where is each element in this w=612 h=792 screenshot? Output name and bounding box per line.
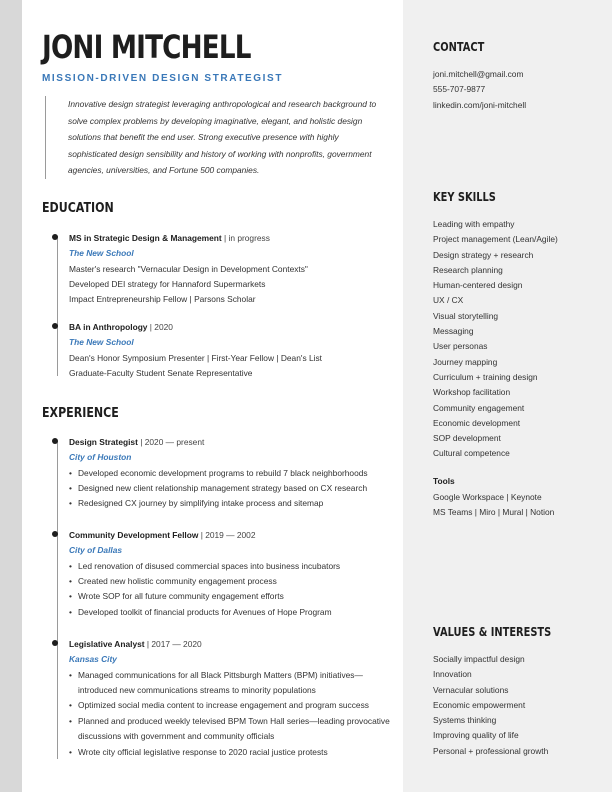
education-entry bbox=[69, 231, 399, 308]
experience-entry bbox=[69, 528, 399, 620]
skill-item: UX / CX bbox=[433, 295, 464, 306]
entry-title-line bbox=[69, 320, 399, 335]
contact-list bbox=[433, 67, 603, 113]
degree-title: BA in Anthropology bbox=[69, 322, 148, 332]
timeline-dot bbox=[52, 323, 58, 329]
values-section bbox=[433, 625, 603, 759]
bullet-item: • Wrote city official legislative response to 2020 racial justice protests bbox=[69, 745, 399, 760]
timeline-dot bbox=[52, 438, 58, 444]
bullet-item: • Developed toolkit of financial products for Avenues of Hope Program bbox=[69, 605, 399, 620]
tools-item: Google Workspace | Keynote bbox=[433, 491, 542, 502]
tools-item: MS Teams | Miro | Mural | Notion bbox=[433, 507, 555, 518]
skill-item: Workshop facilitation bbox=[433, 387, 511, 398]
skill-item: Messaging bbox=[433, 326, 474, 337]
detail-line: Graduate-Faculty Student Senate Representative bbox=[69, 367, 253, 378]
tools-heading: Tools bbox=[433, 475, 455, 486]
bullet-item: • Wrote SOP for all future community engagement efforts bbox=[69, 589, 399, 604]
experience-timeline bbox=[57, 441, 58, 759]
job-title: Design Strategist bbox=[69, 437, 138, 447]
skill-item: Curriculum + training design bbox=[433, 371, 538, 382]
skill-item: Project management (Lean/Agile) bbox=[433, 234, 558, 245]
degree-meta: | 2020 bbox=[147, 322, 173, 332]
entry-title-line bbox=[69, 231, 399, 246]
skill-item: Design strategy + research bbox=[433, 249, 534, 260]
skill-item: Community engagement bbox=[433, 402, 525, 413]
value-item: Economic empowerment bbox=[433, 699, 526, 710]
value-item: Improving quality of life bbox=[433, 730, 519, 741]
values-list bbox=[433, 652, 603, 759]
timeline-dot bbox=[52, 234, 58, 240]
degree-title: MS in Strategic Design & Management bbox=[69, 233, 222, 243]
degree-meta: | in progress bbox=[221, 233, 270, 243]
values-heading: VALUES & INTERESTS bbox=[433, 625, 552, 639]
entry-title-line bbox=[69, 435, 399, 450]
experience-entry bbox=[69, 637, 399, 760]
main-column bbox=[22, 0, 403, 792]
contact-email[interactable]: joni.mitchell@gmail.com bbox=[433, 69, 524, 79]
education-timeline bbox=[57, 236, 58, 376]
contact-phone[interactable]: 555-707-9877 bbox=[433, 84, 486, 95]
timeline-dot bbox=[52, 640, 58, 646]
job-dates: | 2017 — 2020 bbox=[144, 639, 202, 649]
detail-line: Developed DEI strategy for Hannaford Supermarkets bbox=[69, 278, 266, 289]
bullet-item: • Designed new client relationship management strategy based on CX research bbox=[69, 481, 399, 496]
job-dates: | 2020 — present bbox=[137, 437, 205, 447]
entry-title-line bbox=[69, 528, 399, 543]
skill-item: Journey mapping bbox=[433, 356, 498, 367]
employer-name: City of Houston bbox=[69, 452, 132, 462]
value-item: Personal + professional growth bbox=[433, 745, 549, 756]
school-name: The New School bbox=[69, 337, 134, 347]
value-item: Vernacular solutions bbox=[433, 684, 509, 695]
summary-paragraph: Innovative design strategist leveraging anthropological and research background to solve complex problems by developing imaginative, elegant, and holistic design solutions that benefit the end user. Strong executive presence with highly sophisticated design sensibility and history of working with nonprofits, government agencies, universities, and Fortune 500 companies. bbox=[45, 96, 385, 179]
education-heading: EDUCATION bbox=[42, 201, 114, 216]
value-item: Socially impactful design bbox=[433, 654, 525, 664]
bullet-item: • Led renovation of disused commercial spaces into business incubators bbox=[69, 559, 399, 574]
resume-name: JONI MITCHELL bbox=[42, 28, 251, 66]
job-dates: | 2019 — 2002 bbox=[198, 530, 256, 540]
resume-subtitle: MISSION-DRIVEN DESIGN STRATEGIST bbox=[42, 73, 284, 84]
skills-heading: KEY SKILLS bbox=[433, 190, 496, 204]
bullet-item: • Managed communications for all Black Pittsburgh Matters (BPM) initiatives— introduced new communications streams to minority populations bbox=[69, 668, 399, 699]
bullet-item: • Created new holistic community engagement process bbox=[69, 574, 399, 589]
value-item: Systems thinking bbox=[433, 715, 497, 726]
contact-heading: CONTACT bbox=[433, 40, 485, 54]
detail-line: Dean's Honor Symposium Presenter | First-Year Fellow | Dean's List bbox=[69, 352, 322, 363]
detail-line: Master's research "Vernacular Design in Development Contexts" bbox=[69, 263, 308, 274]
tools-list bbox=[433, 490, 603, 521]
experience-heading: EXPERIENCE bbox=[42, 406, 119, 421]
timeline-dot bbox=[52, 531, 58, 537]
skill-item: User personas bbox=[433, 341, 488, 352]
left-accent-bar bbox=[0, 0, 22, 792]
skill-item: Economic development bbox=[433, 417, 521, 428]
skill-item: Visual storytelling bbox=[433, 310, 499, 321]
bullet-item: • Optimized social media content to increase engagement and program success bbox=[69, 698, 399, 713]
skill-item: Leading with empathy bbox=[433, 219, 515, 229]
job-title: Community Development Fellow bbox=[69, 530, 199, 540]
contact-section bbox=[433, 40, 603, 113]
experience-entry bbox=[69, 435, 399, 512]
job-title: Legislative Analyst bbox=[69, 639, 145, 649]
value-item: Innovation bbox=[433, 669, 472, 680]
bullet-item: • Developed economic development programs to rebuild 7 black neighborhoods bbox=[69, 466, 399, 481]
skill-item: Human-centered design bbox=[433, 280, 523, 291]
skills-list bbox=[433, 217, 603, 462]
skill-item: SOP development bbox=[433, 433, 501, 444]
bullet-item: • Redesigned CX journey by simplifying intake process and sitemap bbox=[69, 496, 399, 511]
skill-item: Cultural competence bbox=[433, 448, 510, 459]
school-name: The New School bbox=[69, 248, 134, 258]
entry-title-line bbox=[69, 637, 399, 652]
education-entry bbox=[69, 320, 399, 381]
skills-section bbox=[433, 190, 603, 520]
detail-line: Impact Entrepreneurship Fellow | Parsons Scholar bbox=[69, 294, 256, 305]
bullet-item: • Planned and produced weekly televised BPM Town Hall series—leading provocative discussions with government and community officials bbox=[69, 714, 399, 745]
contact-linkedin[interactable]: linkedin.com/joni-mitchell bbox=[433, 99, 527, 110]
employer-name: Kansas City bbox=[69, 654, 117, 664]
employer-name: City of Dallas bbox=[69, 545, 123, 555]
skill-item: Research planning bbox=[433, 264, 503, 275]
